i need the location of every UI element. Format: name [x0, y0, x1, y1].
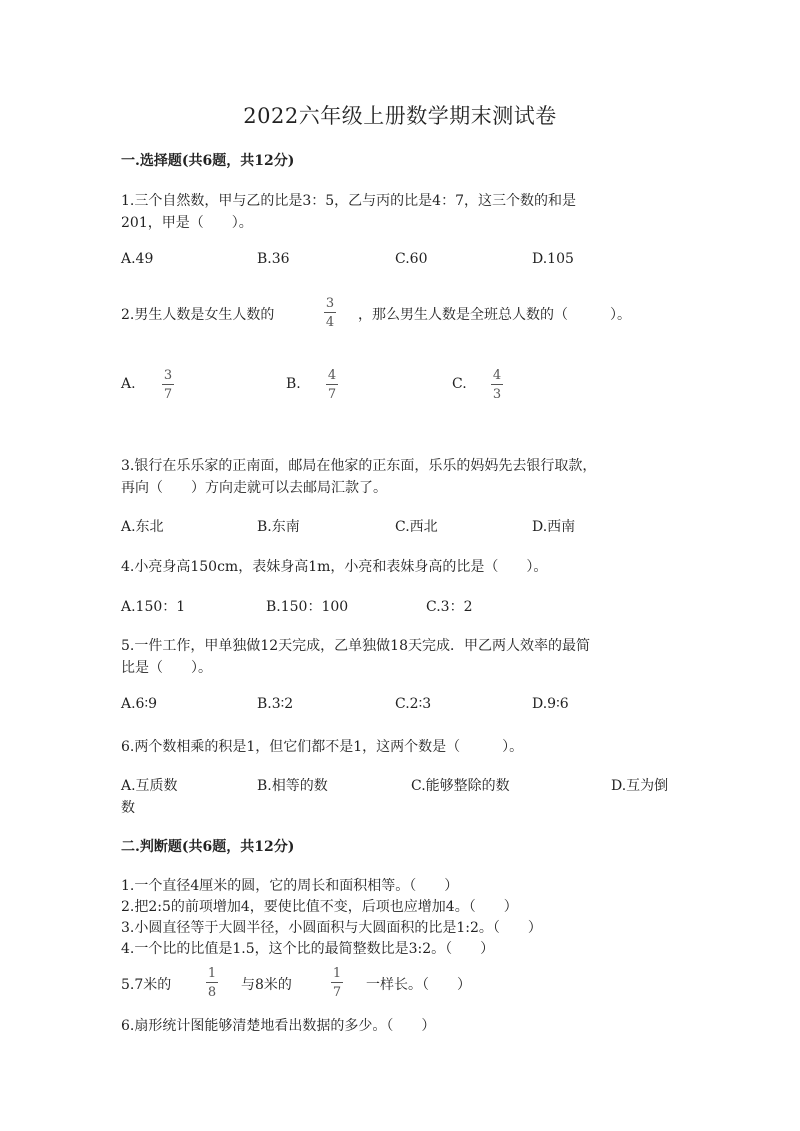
judgement-item-5-part-2: 与8米的: [241, 977, 292, 993]
fraction-numerator: 1: [332, 966, 342, 981]
question-2-option-a-fraction: [161, 369, 175, 401]
question-2-option-c-label: C.: [452, 376, 467, 392]
fraction-denominator: 7: [163, 387, 173, 402]
question-6-line-1: 6.两个数相乘的积是1，但它们都不是1，这两个数是（ ）。: [121, 739, 524, 755]
question-3-option-d: D.西南: [532, 519, 576, 535]
fraction-denominator: 7: [332, 985, 342, 1000]
question-6-option-d: D.互为倒: [611, 778, 669, 794]
fraction-denominator: 7: [327, 387, 337, 402]
question-1-line-2: 201，甲是（ ）。: [121, 215, 253, 231]
judgement-item-5-fraction-2: [330, 967, 344, 999]
question-6-option-b: B.相等的数: [257, 778, 328, 794]
question-2-option-b-label: B.: [286, 376, 301, 392]
question-2-prefix: 2.男生人数是女生人数的: [121, 307, 275, 323]
judgement-item-5-part-1: 5.7米的: [121, 977, 172, 993]
question-3-option-b: B.东南: [257, 519, 300, 535]
fraction-denominator: 4: [325, 315, 335, 330]
fraction-numerator: 3: [163, 368, 173, 383]
judgement-item-5-part-3: 一样长。（ ）: [366, 977, 471, 993]
fraction-numerator: 4: [492, 368, 502, 383]
question-5-option-d: D.9∶6: [532, 696, 569, 712]
question-6-option-c: C.能够整除的数: [411, 778, 510, 794]
fraction-denominator: 3: [492, 387, 502, 402]
question-2-suffix: ，那么男生人数是全班总人数的（ ）。: [358, 307, 631, 323]
question-1-option-c: C.60: [395, 251, 428, 267]
judgement-item-3: 3.小圆直径等于大圆半径，小圆面积与大圆面积的比是1:2。（ ）: [121, 920, 542, 936]
question-4-option-c: C.3：2: [426, 599, 473, 615]
question-6-option-d-wrap: 数: [121, 800, 135, 816]
fraction-numerator: 1: [207, 966, 217, 981]
question-1-option-a: A.49: [121, 251, 154, 267]
judgement-item-1: 1.一个直径4厘米的圆，它的周长和面积相等。（ ）: [121, 878, 459, 894]
question-1-option-b: B.36: [257, 251, 290, 267]
question-4-option-b: B.150：100: [266, 599, 349, 615]
judgement-item-6: 6.扇形统计图能够清楚地看出数据的多少。（ ）: [121, 1018, 436, 1034]
question-3-option-c: C.西北: [395, 519, 438, 535]
question-2-fraction: [323, 297, 337, 329]
judgement-item-5-fraction-1: [205, 967, 219, 999]
fraction-numerator: 4: [327, 368, 337, 383]
question-5-option-b: B.3∶2: [257, 696, 294, 712]
question-3-line-2: 再向（ ）方向走就可以去邮局汇款了。: [121, 480, 387, 496]
question-4-line-1: 4.小亮身高150cm，表妹身高1m，小亮和表妹身高的比是（ ）。: [121, 559, 548, 575]
question-6-option-a: A.互质数: [121, 778, 178, 794]
question-5-line-1: 5.一件工作，甲单独做12天完成，乙单独做18天完成．甲乙两人效率的最简: [121, 638, 590, 654]
question-3-line-1: 3.银行在乐乐家的正南面，邮局在他家的正东面，乐乐的妈妈先去银行取款，: [121, 458, 597, 474]
fraction-numerator: 3: [325, 296, 335, 311]
question-2-option-b-fraction: [325, 369, 339, 401]
section-heading-choice: 一.选择题(共6题，共12分): [121, 153, 295, 169]
judgement-item-2: 2.把2:5的前项增加4，要使比值不变，后项也应增加4。（ ）: [121, 899, 518, 915]
question-1-line-1: 1.三个自然数，甲与乙的比是3：5，乙与丙的比是4：7，这三个数的和是: [121, 193, 576, 209]
judgement-item-4: 4.一个比的比值是1.5，这个比的最简整数比是3:2。（ ）: [121, 941, 495, 957]
question-2-option-a-label: A.: [121, 376, 136, 392]
question-4-option-a: A.150：1: [121, 599, 186, 615]
question-3-option-a: A.东北: [121, 519, 164, 535]
question-1-option-d: D.105: [532, 251, 574, 267]
question-2-option-c-fraction: [490, 369, 504, 401]
section-heading-judgement: 二.判断题(共6题，共12分): [121, 839, 295, 855]
question-5-option-c: C.2∶3: [395, 696, 432, 712]
page-title: 2022六年级上册数学期末测试卷: [243, 104, 557, 128]
fraction-denominator: 8: [207, 985, 217, 1000]
question-5-option-a: A.6∶9: [121, 696, 158, 712]
question-5-line-2: 比是（ ）。: [121, 660, 212, 676]
